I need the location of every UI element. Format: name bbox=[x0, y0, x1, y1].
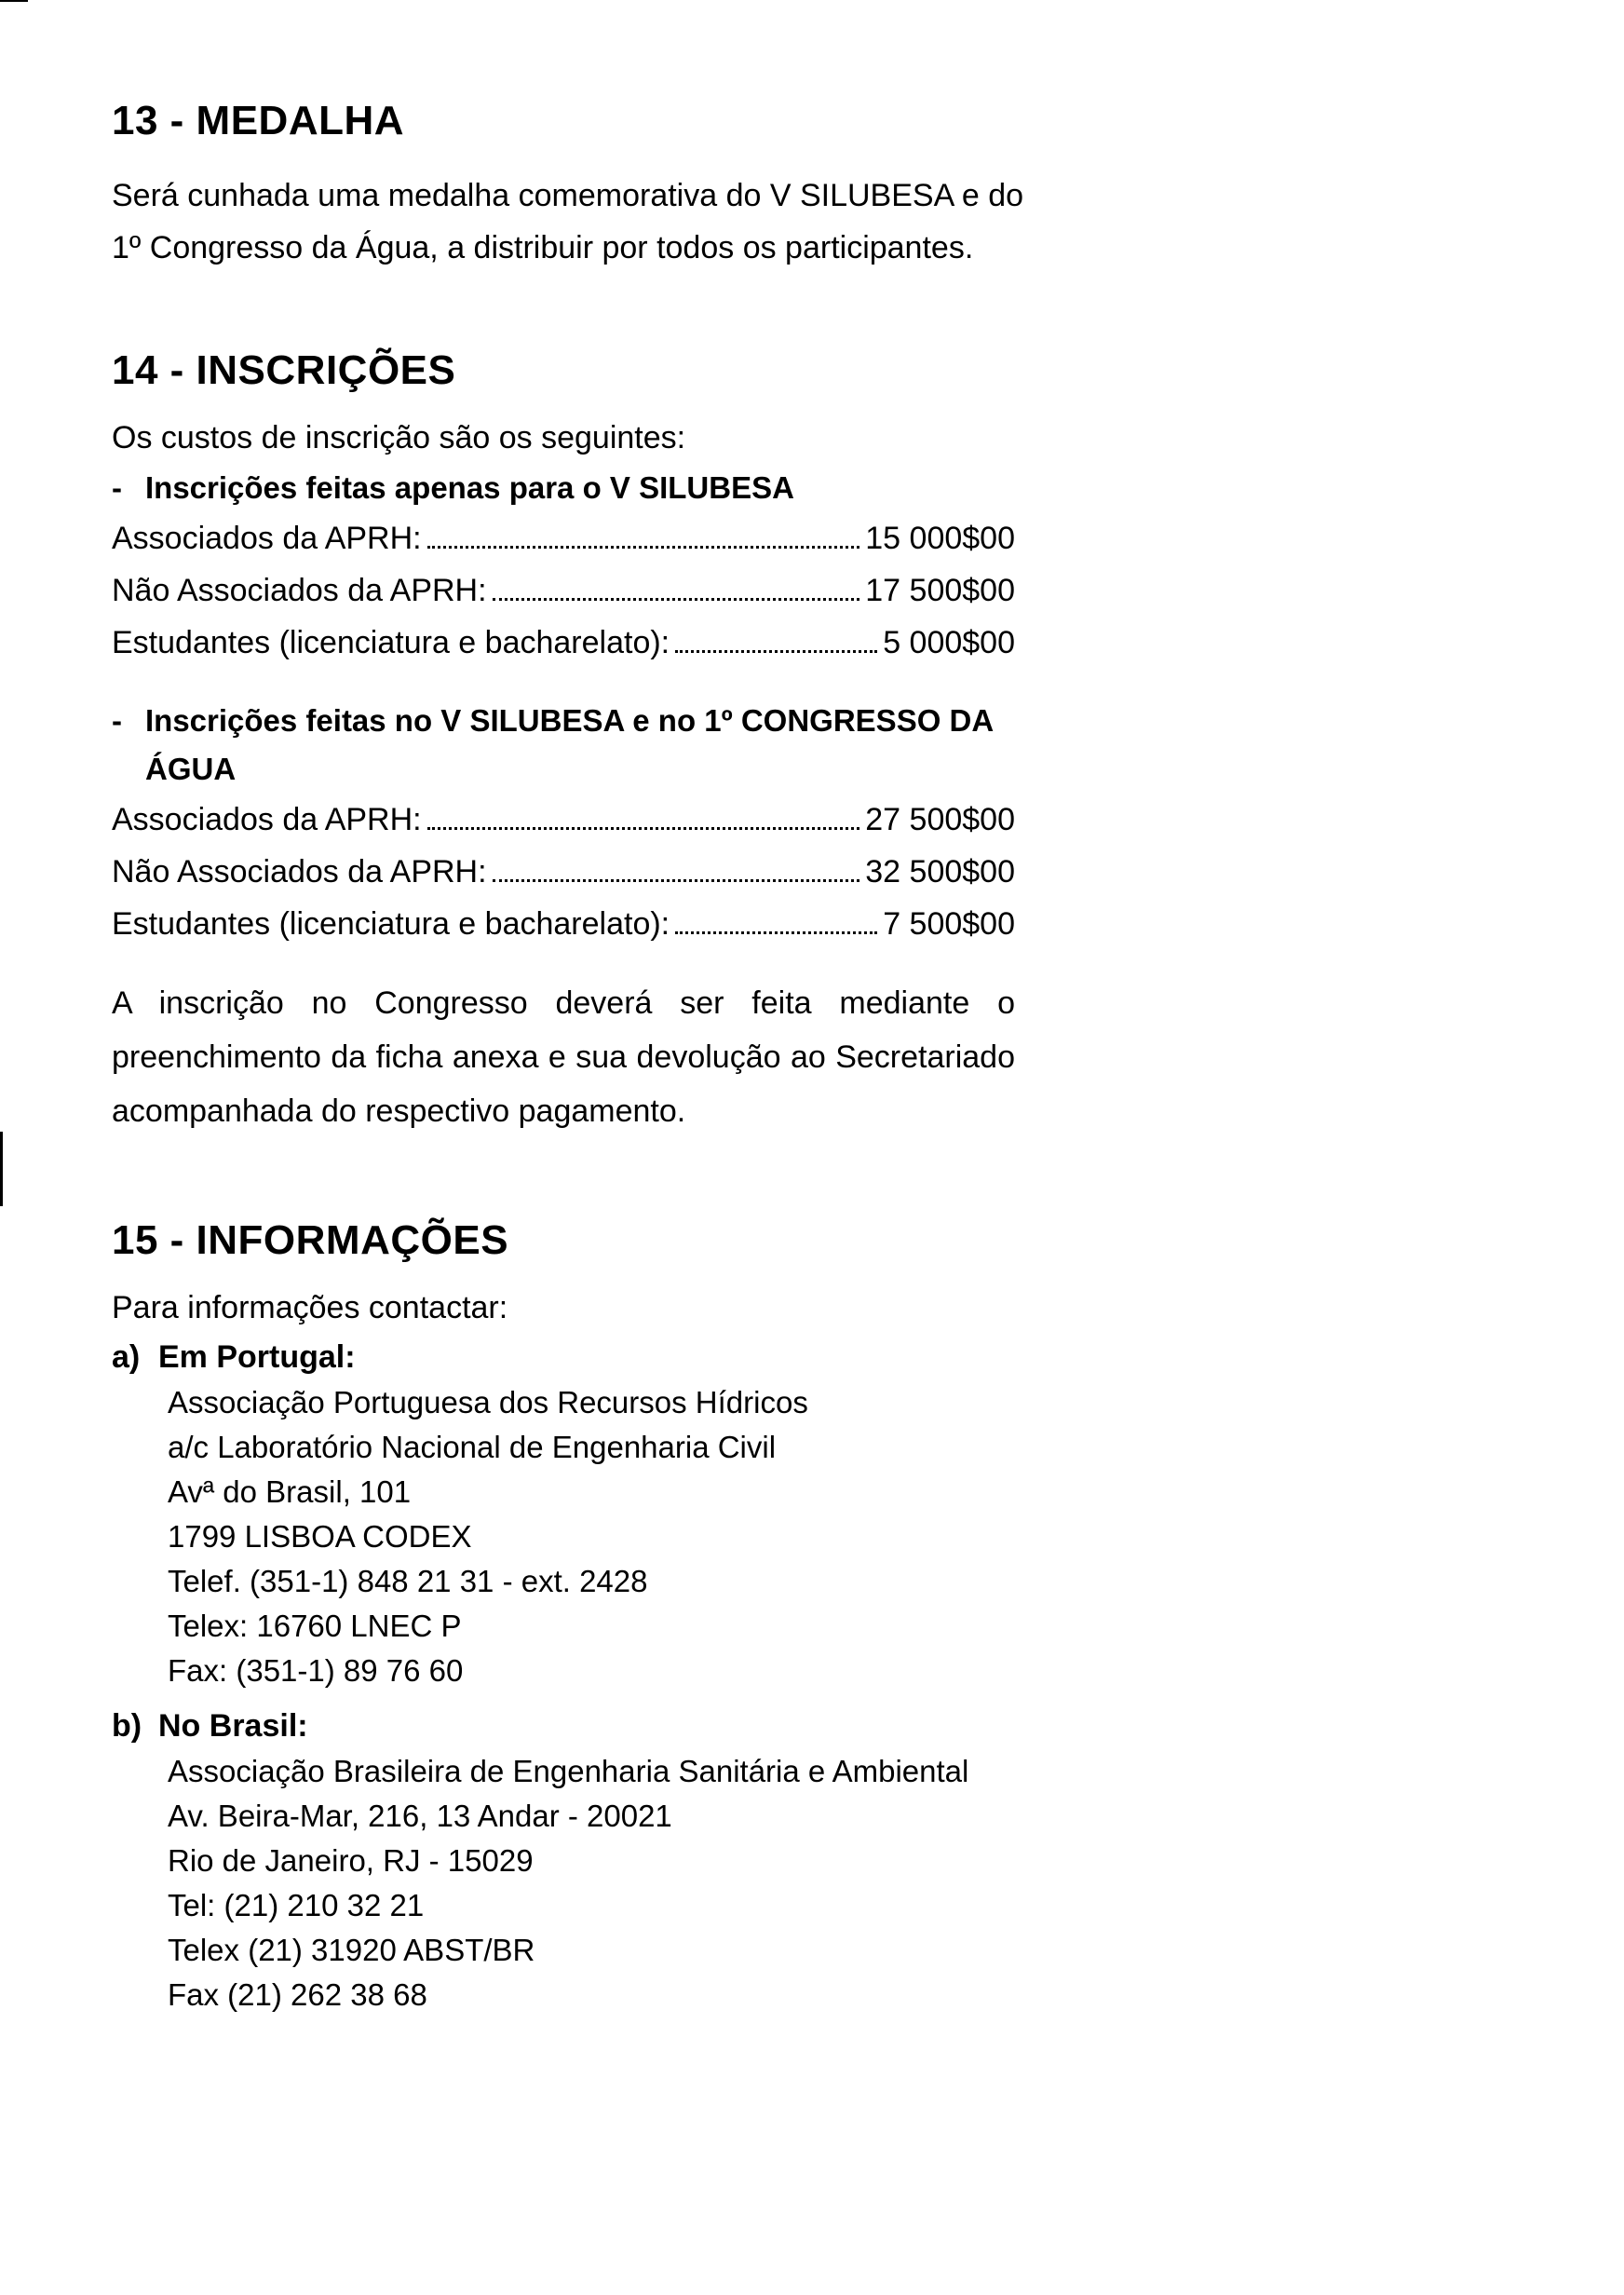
fee-row bbox=[112, 617, 1015, 669]
address-line: Avª do Brasil, 101 bbox=[168, 1474, 412, 1509]
section-heading: 14 - INSCRIÇÕES bbox=[112, 347, 456, 393]
dot-leader bbox=[675, 649, 877, 653]
dot-leader bbox=[427, 826, 860, 830]
address-line: Telex: 16760 LNEC P bbox=[168, 1609, 462, 1643]
fee-label: Não Associados da APRH: bbox=[112, 854, 487, 889]
address-line: Rio de Janeiro, RJ - 15029 bbox=[168, 1843, 534, 1878]
scan-edge-mark bbox=[0, 1132, 3, 1206]
address-line: Telef. (351-1) 848 21 31 - ext. 2428 bbox=[168, 1564, 648, 1598]
fee-row bbox=[112, 898, 1015, 950]
section-medalha bbox=[112, 93, 1024, 274]
section-inscricoes bbox=[112, 343, 1024, 1138]
address-line: Fax (21) 262 38 68 bbox=[168, 1977, 427, 2012]
section-heading: 13 - MEDALHA bbox=[112, 98, 405, 143]
fee-row bbox=[112, 564, 1015, 617]
fee-label: Estudantes (licenciatura e bacharelato): bbox=[112, 625, 670, 660]
address-line: Av. Beira-Mar, 216, 13 Andar - 20021 bbox=[168, 1799, 672, 1833]
fee-label: Não Associados da APRH: bbox=[112, 573, 487, 608]
address-line: Associação Portuguesa dos Recursos Hídricos bbox=[168, 1385, 808, 1419]
contact-portugal-title: Em Portugal: bbox=[158, 1339, 356, 1375]
address-line: Tel: (21) 210 32 21 bbox=[168, 1888, 425, 1922]
dot-leader bbox=[675, 930, 877, 934]
fee-value: 17 500$00 bbox=[865, 573, 1015, 608]
section-informacoes bbox=[112, 1213, 1024, 2017]
address-line: a/c Laboratório Nacional de Engenharia Civil bbox=[168, 1430, 777, 1464]
contact-brasil-label bbox=[112, 1703, 1024, 1749]
fee-row bbox=[112, 512, 1015, 564]
fee-label: Associados da APRH: bbox=[112, 521, 422, 556]
contact-portugal-label bbox=[112, 1334, 1024, 1380]
document-page bbox=[112, 93, 1024, 2017]
fee-group-title-text: Inscrições feitas no V SILUBESA e no 1º CONGRESSO DA ÁGUA bbox=[145, 703, 993, 786]
paragraph-line: 1º Congresso da Água, a distribuir por todos os participantes. bbox=[112, 230, 974, 265]
intro-text: Os custos de inscrição são os seguintes: bbox=[112, 420, 686, 455]
fee-group-title bbox=[112, 464, 1024, 512]
address-line: 1799 LISBOA CODEX bbox=[168, 1519, 472, 1554]
bullet-dash: - bbox=[112, 470, 122, 505]
contact-portugal-address bbox=[112, 1380, 1024, 1693]
fee-row bbox=[112, 846, 1015, 898]
dot-leader bbox=[427, 545, 860, 549]
fee-row bbox=[112, 794, 1015, 846]
contact-brasil-title: No Brasil: bbox=[158, 1708, 308, 1744]
fee-value: 32 500$00 bbox=[865, 854, 1015, 889]
fee-group-title bbox=[112, 697, 1015, 794]
dot-leader bbox=[493, 597, 860, 601]
address-line: Telex (21) 31920 ABST/BR bbox=[168, 1933, 535, 1967]
scan-corner-mark bbox=[0, 0, 28, 2]
contact-brasil-address bbox=[112, 1749, 1024, 2017]
dot-leader bbox=[493, 878, 860, 882]
fee-label: Estudantes (licenciatura e bacharelato): bbox=[112, 906, 670, 942]
fee-value: 5 000$00 bbox=[883, 625, 1015, 660]
address-line: Associação Brasileira de Engenharia Sanitária e Ambiental bbox=[168, 1754, 969, 1788]
list-marker: b) bbox=[112, 1708, 142, 1744]
paragraph-line: Será cunhada uma medalha comemorativa do V SILUBESA e do bbox=[112, 178, 1024, 213]
section-heading: 15 - INFORMAÇÕES bbox=[112, 1217, 509, 1263]
address-line: Fax: (351-1) 89 76 60 bbox=[168, 1653, 464, 1688]
registration-note: A inscrição no Congresso deverá ser feita mediante o preenchimento da ficha anexa e sua devolução ao Secretariado acompanhada do respectivo pagamento. bbox=[112, 985, 1015, 1129]
fee-label: Associados da APRH: bbox=[112, 802, 422, 837]
fee-group-title-text: Inscrições feitas apenas para o V SILUBESA bbox=[145, 470, 794, 505]
list-marker: a) bbox=[112, 1339, 141, 1375]
bullet-dash: - bbox=[112, 703, 122, 738]
fee-value: 27 500$00 bbox=[865, 802, 1015, 837]
fee-value: 15 000$00 bbox=[865, 521, 1015, 556]
fee-value: 7 500$00 bbox=[883, 906, 1015, 942]
intro-text: Para informações contactar: bbox=[112, 1290, 508, 1325]
